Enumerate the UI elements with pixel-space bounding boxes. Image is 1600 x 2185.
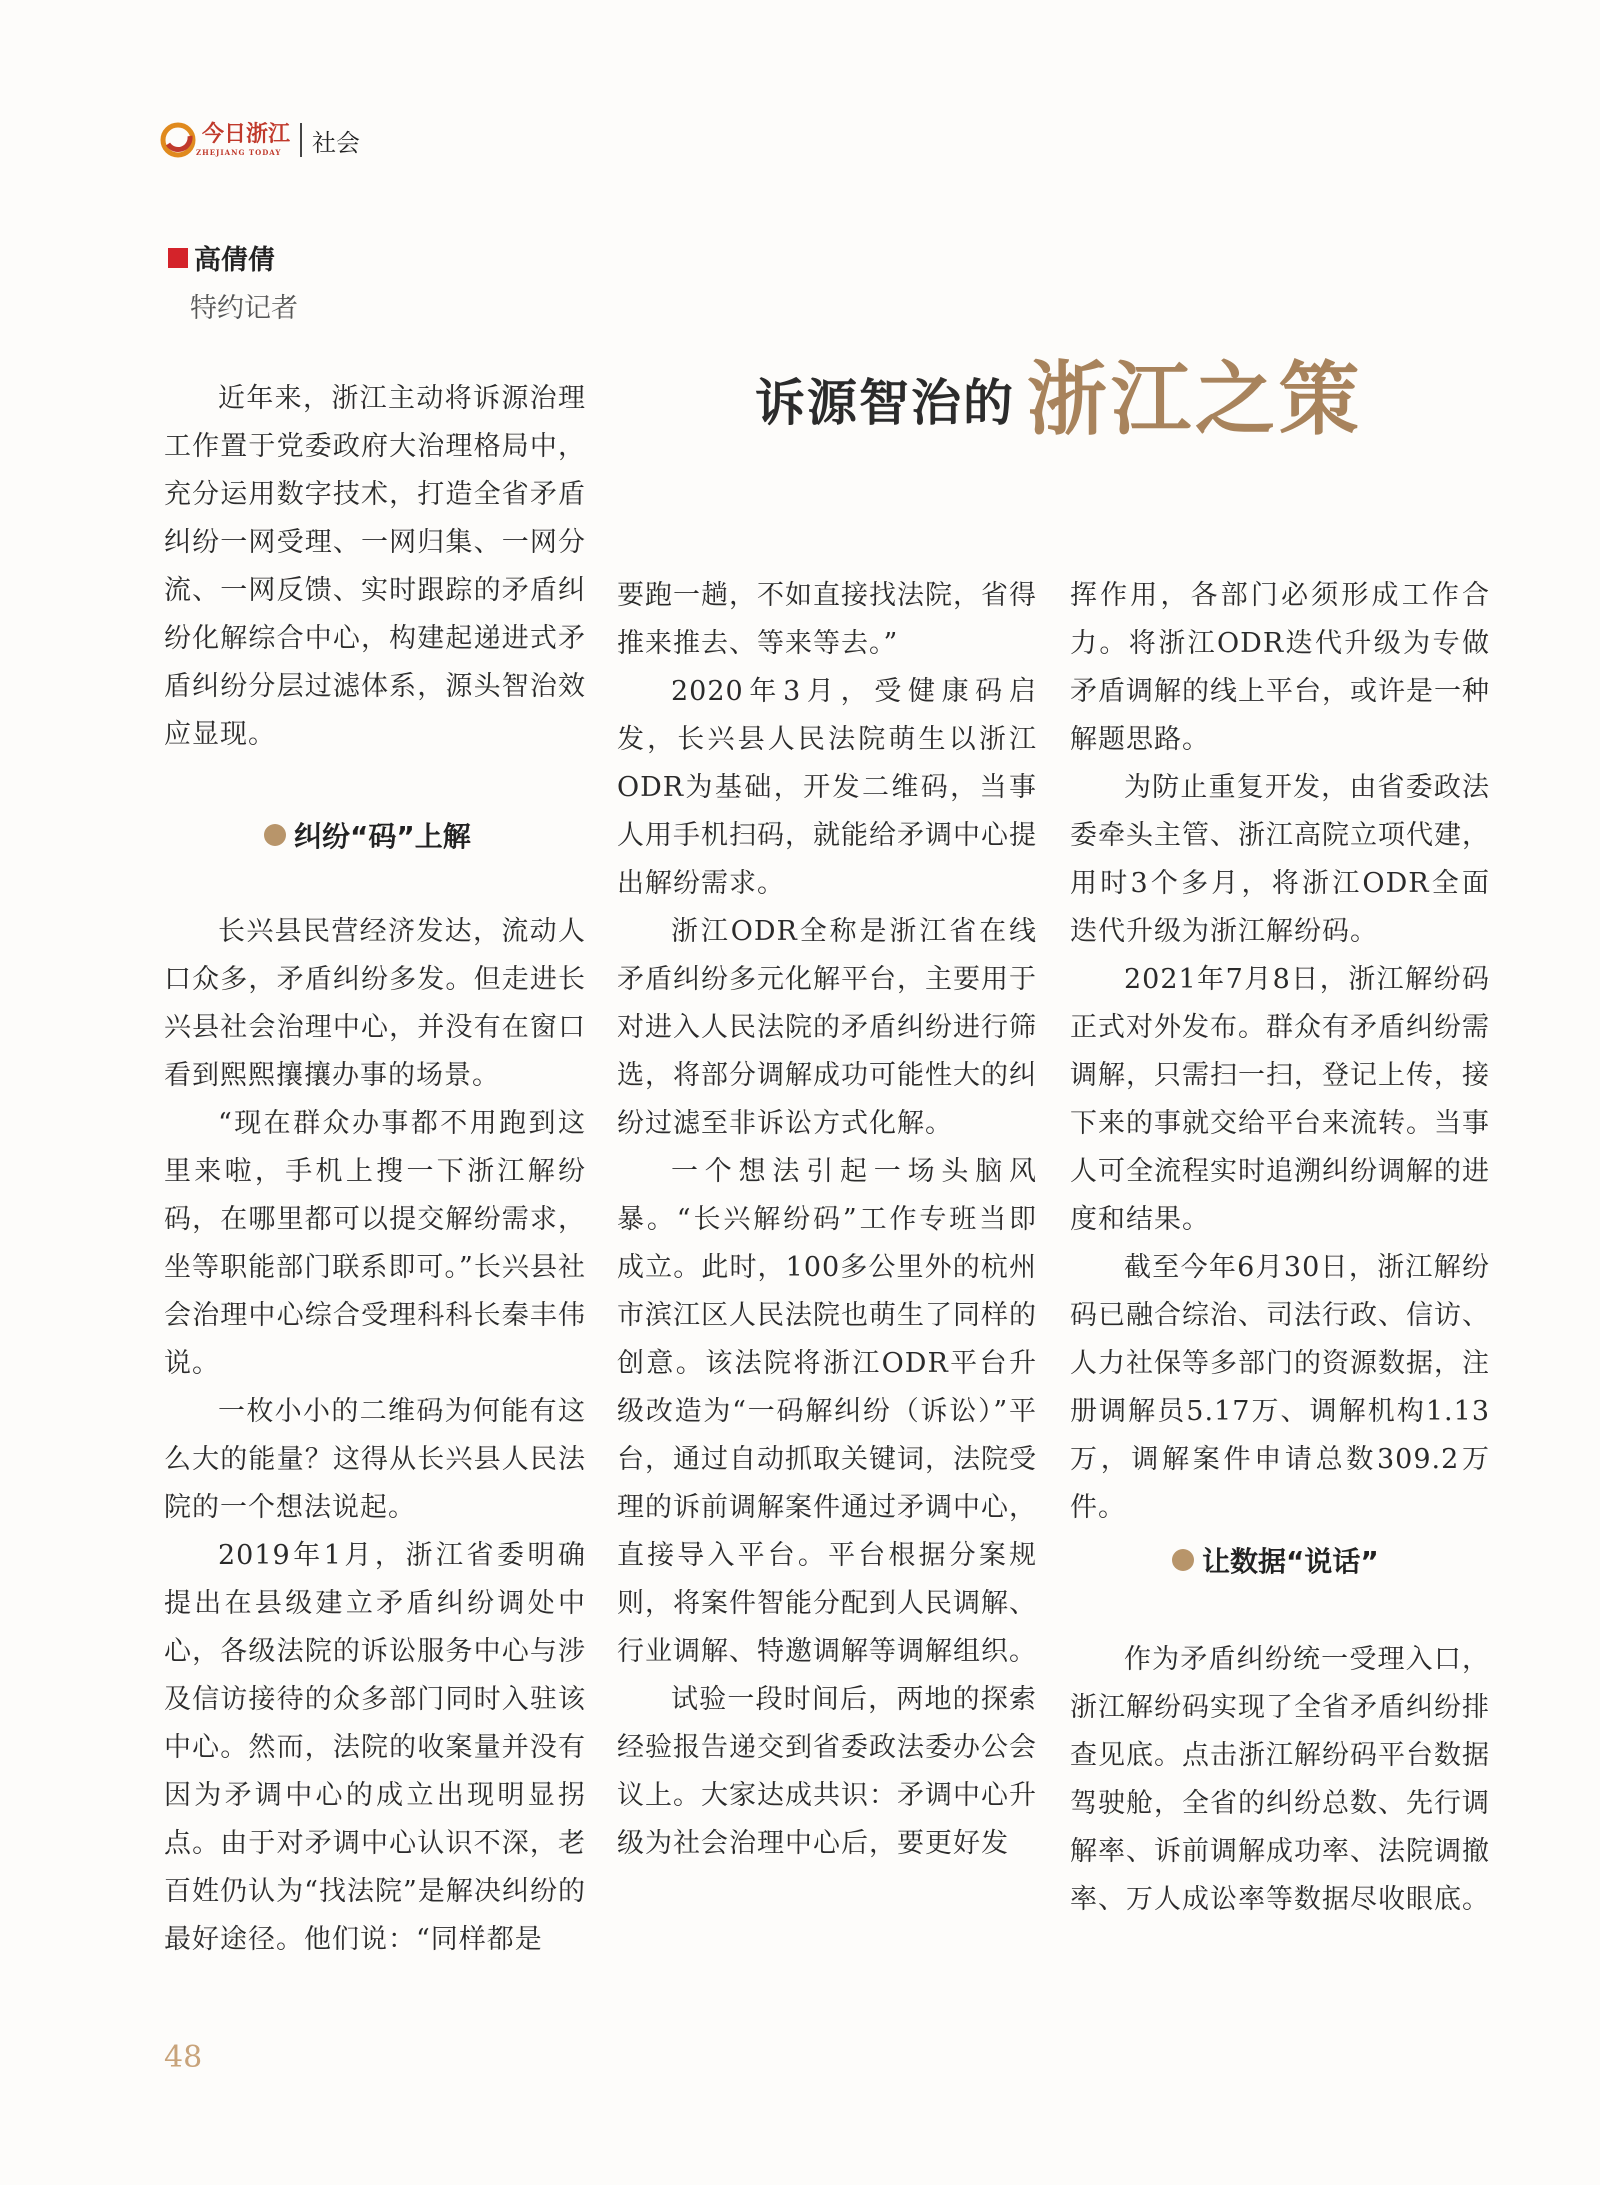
- paragraph: 长兴县民营经济发达，流动人口众多，矛盾纠纷多发。但走进长兴县社会治理中心，并没有在窗口看到熙熙攘攘办事的场景。: [164, 916, 586, 1091]
- column-1-continued: [164, 908, 586, 1964]
- paragraph: 2019年1月，浙江省委明确提出在县级建立矛盾纠纷调处中心，各级法院的诉讼服务中心与涉及信访接待的众多部门同时入驻该中心。然而，法院的收案量并没有因为矛调中心的成立出现明显拐点。由于对矛调中心认识不深，老百姓仍认为“找法院”是解决纠纷的最好途径。他们说：“同样都是: [164, 1540, 586, 1955]
- paragraph: 一枚小小的二维码为何能有这么大的能量？这得从长兴县人民法院的一个想法说起。: [164, 1396, 586, 1523]
- paragraph: 一个想法引起一场头脑风暴。“长兴解纷码”工作专班当即成立。此时，100多公里外的杭州市滨江区人民法院也萌生了同样的创意。该法院将浙江ODR平台升级改造为“一码解纠纷（诉讼）”平台，通过自动抓取关键词，法院受理的诉前调解案件通过矛调中心，直接导入平台。平台根据分案规则，将案件智能分配到人民调解、行业调解、特邀调解等调解组织。: [617, 1156, 1037, 1667]
- column-3-continued: [1070, 1636, 1490, 1924]
- bullet-dot-icon: [264, 824, 286, 846]
- logo: [196, 121, 291, 157]
- author-role: 特约记者: [190, 293, 298, 324]
- column-1: [164, 375, 586, 759]
- page-number: 48: [164, 2040, 203, 2075]
- column-3: [1070, 572, 1490, 1532]
- paragraph: 要跑一趟，不如直接找法院，省得推来推去、等来等去。”: [617, 580, 1037, 659]
- paragraph: 试验一段时间后，两地的探索经验报告递交到省委政法委办公会议上。大家达成共识：矛调中心升级为社会治理中心后，要更好发: [617, 1684, 1037, 1859]
- paragraph: 挥作用，各部门必须形成工作合力。将浙江ODR迭代升级为专做矛盾调解的线上平台，或许是一种解题思路。: [1070, 580, 1490, 755]
- section-label: 社会: [312, 128, 361, 157]
- paragraph: 为防止重复开发，由省委政法委牵头主管、浙江高院立项代建，用时3个多月，将浙江ODR全面迭代升级为浙江解纷码。: [1070, 772, 1490, 947]
- paragraph: 截至今年6月30日，浙江解纷码已融合综治、司法行政、信访、人力社保等多部门的资源数据，注册调解员5.17万、调解机构1.13万，调解案件申请总数309.2万件。: [1070, 1252, 1490, 1523]
- subheading-text: 让数据“说话”: [1202, 1545, 1379, 1578]
- logo-swirl-icon: [160, 122, 196, 158]
- header-divider: [300, 123, 302, 157]
- masthead: [160, 120, 360, 160]
- paragraph: “现在群众办事都不用跑到这里来啦，手机上搜一下浙江解纷码，在哪里都可以提交解纷需求，坐等职能部门联系即可。”长兴县社会治理中心综合受理科科长秦丰伟说。: [164, 1108, 586, 1379]
- author-name: [168, 238, 275, 277]
- author-text: 高倩倩: [194, 245, 275, 276]
- paragraph: 近年来，浙江主动将诉源治理工作置于党委政府大治理格局中，充分运用数字技术，打造全省矛盾纠纷一网受理、一网归集、一网分流、一网反馈、实时跟踪的矛盾纠纷化解综合中心，构建起递进式矛盾纠纷分层过滤体系，源头智治效应显现。: [164, 383, 586, 750]
- bullet-dot-icon: [1172, 1549, 1194, 1571]
- article-title: [755, 350, 1363, 446]
- red-square-icon: [168, 248, 188, 268]
- paragraph: 浙江ODR全称是浙江省在线矛盾纠纷多元化解平台，主要用于对进入人民法院的矛盾纠纷进行筛选，将部分调解成功可能性大的纠纷过滤至非诉讼方式化解。: [617, 916, 1037, 1139]
- column-2: [617, 572, 1037, 1868]
- subheading-text: 纠纷“码”上解: [294, 820, 471, 853]
- paragraph: 2020年3月，受健康码启发，长兴县人民法院萌生以浙江ODR为基础，开发二维码，当事人用手机扫码，就能给矛调中心提出解纷需求。: [617, 676, 1037, 899]
- subheading-1: [264, 815, 471, 855]
- paragraph: 2021年7月8日，浙江解纷码正式对外发布。群众有矛盾纠纷需调解，只需扫一扫，登记上传，接下来的事就交给平台来流转。当事人可全流程实时追溯纠纷调解的进度和结果。: [1070, 964, 1490, 1235]
- title-part-2: 浙江之策: [1027, 353, 1363, 446]
- logo-text: 今日浙江: [202, 121, 291, 147]
- logo-subtext: ZHEJIANG TODAY: [196, 147, 282, 157]
- paragraph: 作为矛盾纠纷统一受理入口，浙江解纷码实现了全省矛盾纠纷排查见底。点击浙江解纷码平台数据驾驶舱，全省的纠纷总数、先行调解率、诉前调解成功率、法院调撤率、万人成讼率等数据尽收眼底。: [1070, 1644, 1490, 1915]
- title-part-1: 诉源智治的: [755, 373, 1015, 432]
- subheading-2: [1172, 1540, 1379, 1580]
